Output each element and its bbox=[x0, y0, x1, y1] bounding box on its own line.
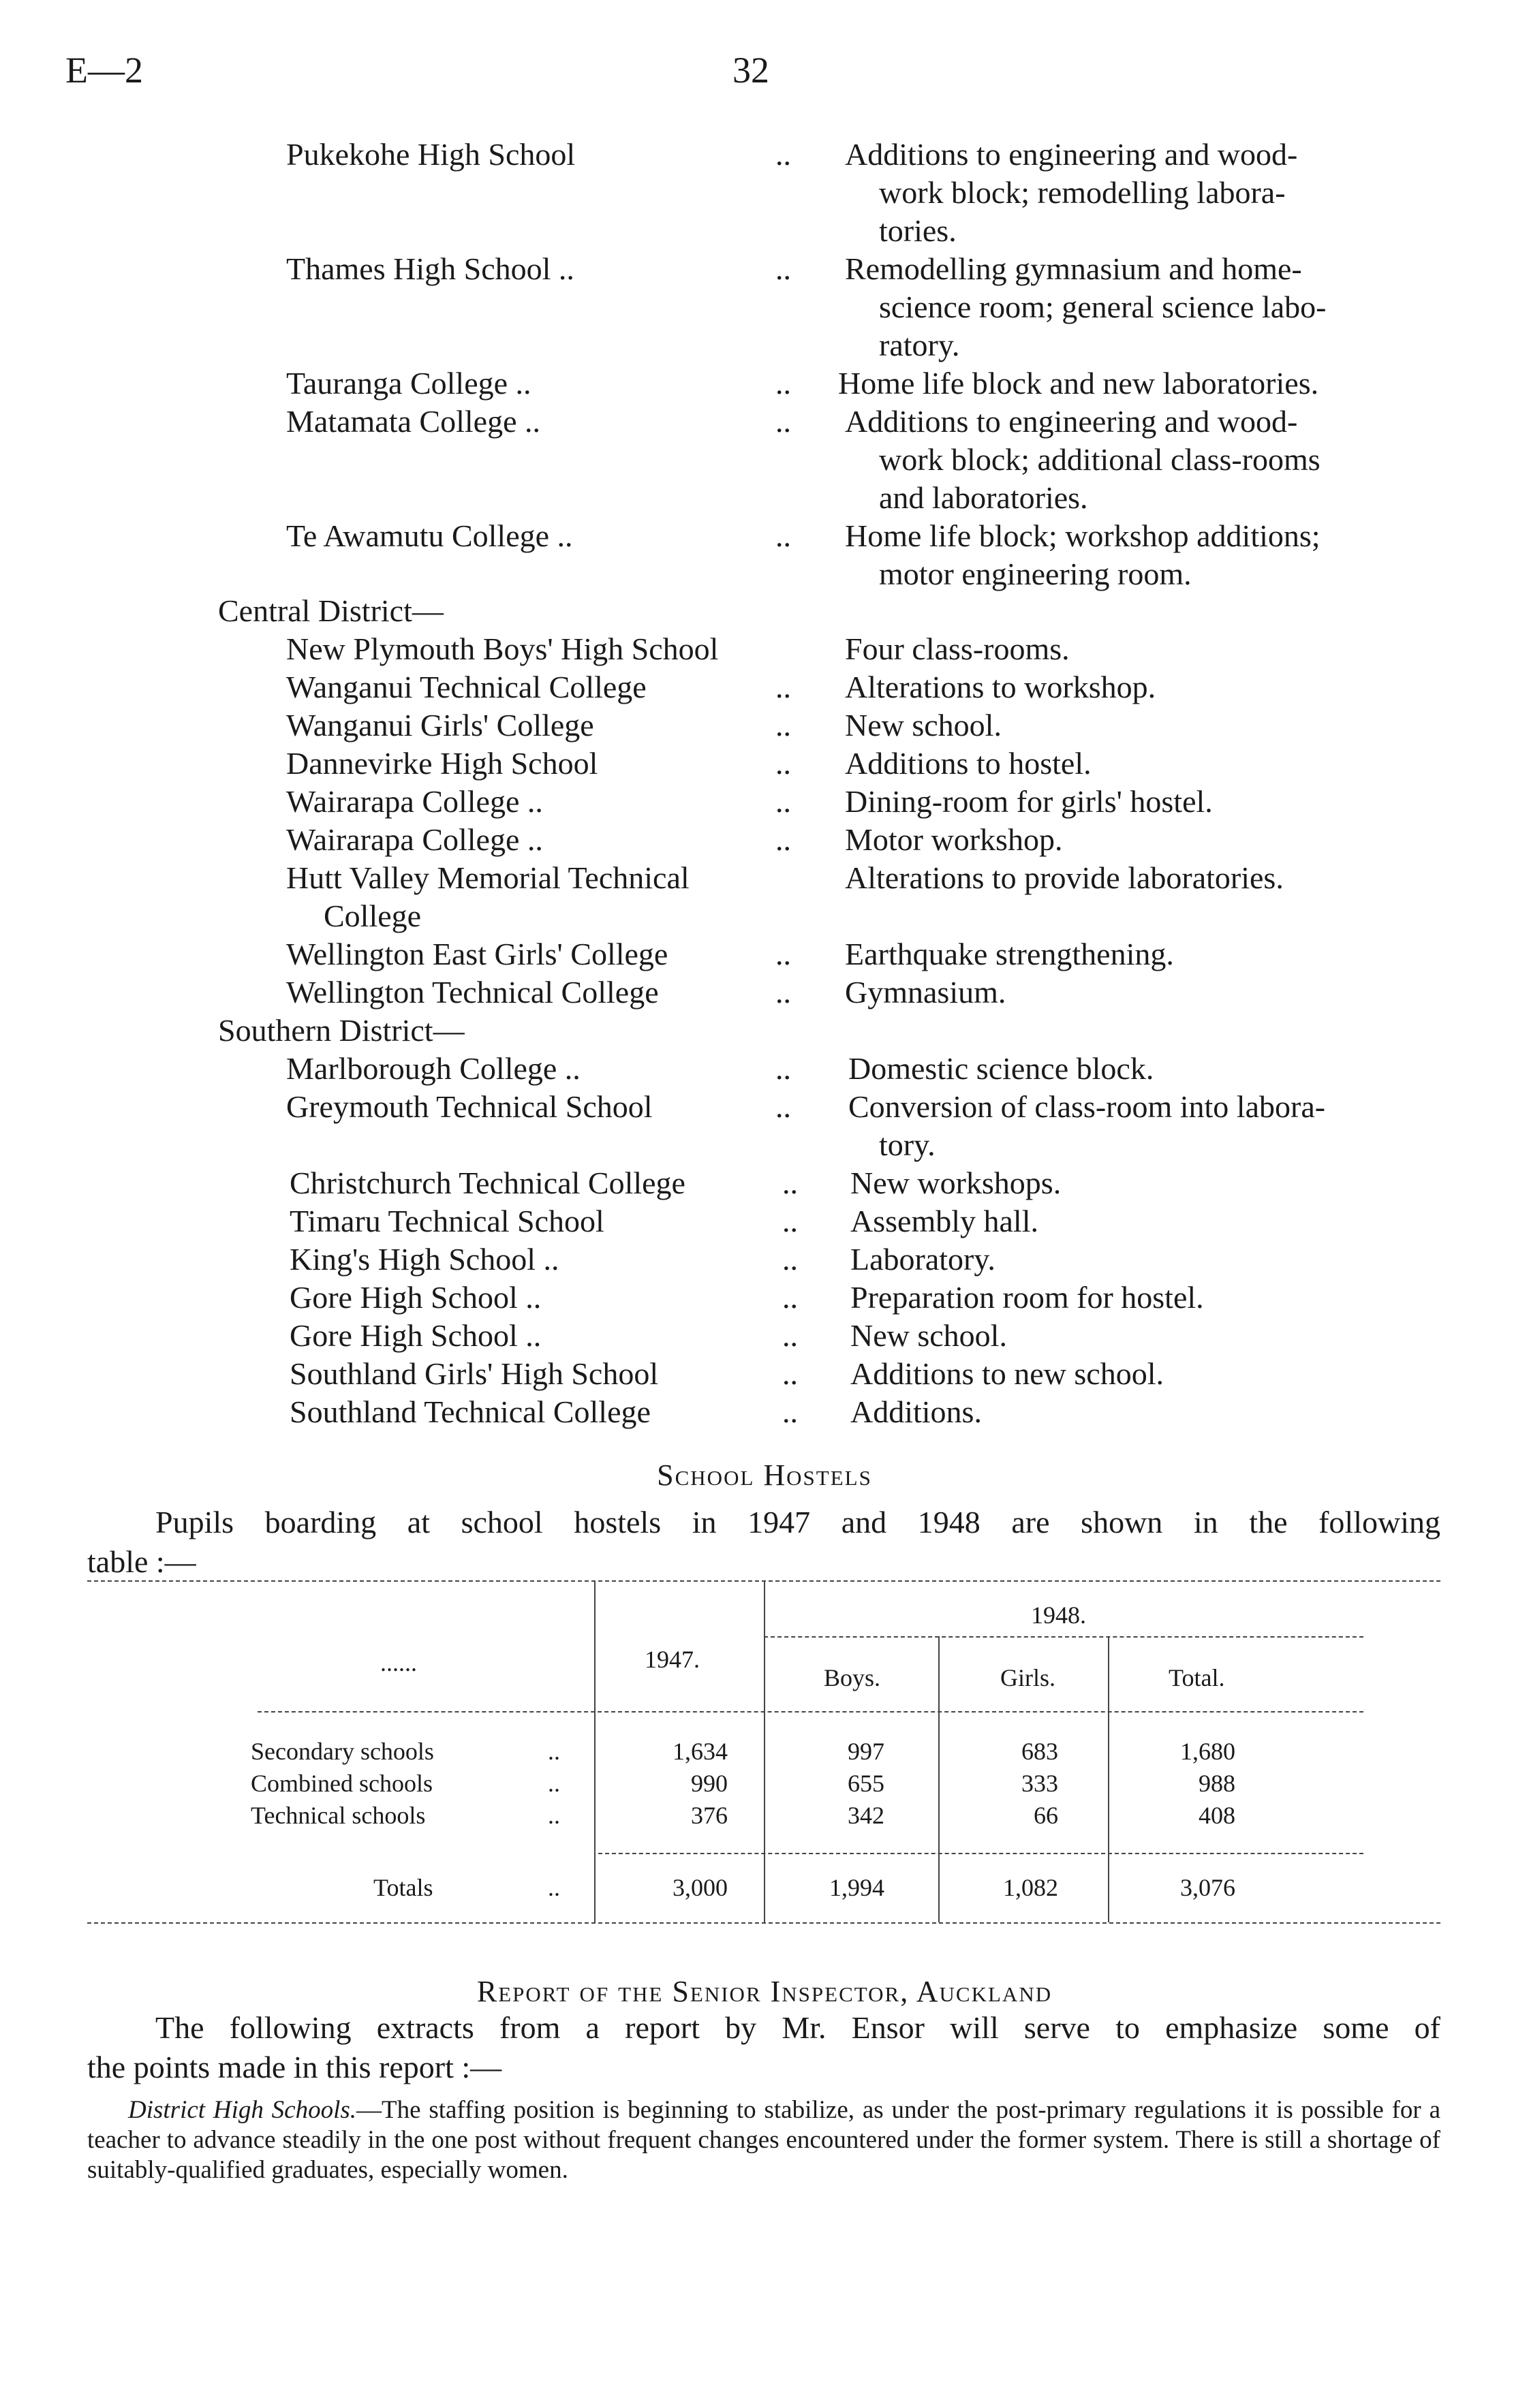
leader-dots: .. bbox=[782, 1394, 798, 1429]
description-line: Four class-rooms. bbox=[845, 631, 1070, 666]
school-name: Wairarapa College .. bbox=[286, 822, 543, 857]
cell-boys: 655 bbox=[848, 1770, 884, 1797]
leader-dots: .. bbox=[548, 1874, 560, 1901]
intro-line: Pupils boarding at school hostels in 1947 and 1948 are shown in the following bbox=[155, 1505, 1440, 1539]
row-label: Combined schools bbox=[251, 1770, 433, 1797]
description-line: New school. bbox=[845, 708, 1002, 742]
cell-girls: 683 bbox=[1021, 1738, 1058, 1765]
description-line: Additions to engineering and wood- bbox=[845, 137, 1298, 172]
school-name: Dannevirke High School bbox=[286, 746, 598, 781]
corner-dots: ...... bbox=[380, 1649, 417, 1676]
leader-dots: .. bbox=[775, 1089, 791, 1124]
hostels-table bbox=[87, 1580, 1440, 1935]
school-name: Thames High School .. bbox=[286, 251, 574, 286]
description-line: Assembly hall. bbox=[850, 1204, 1038, 1238]
description-line: New workshops. bbox=[850, 1166, 1062, 1200]
cell-boys: 997 bbox=[848, 1738, 884, 1765]
description-line: and laboratories. bbox=[879, 480, 1088, 515]
leader-dots: .. bbox=[775, 1051, 791, 1086]
extract-text: —The staffing position is beginning to stabilize, as under the post-primary regulations it is possible for a teacher to advance steadily in the one post without frequent changes encountered under the former system. There is still a shortage of suitably-qualified graduates, especially women. bbox=[87, 2096, 1440, 2184]
description-line: Remodelling gymnasium and home- bbox=[845, 251, 1302, 286]
hostels-intro bbox=[87, 1503, 1440, 1582]
report-intro bbox=[87, 2008, 1440, 2087]
section-heading: School Hostels bbox=[657, 1458, 872, 1492]
district-heading: Central District— bbox=[218, 593, 444, 628]
leader-dots: .. bbox=[548, 1738, 560, 1765]
column-header: 1947. bbox=[645, 1646, 700, 1673]
leader-dots: .. bbox=[775, 975, 791, 1010]
leader-dots: .. bbox=[775, 366, 791, 401]
row-label: Secondary schools bbox=[251, 1738, 434, 1765]
leader-dots: .. bbox=[775, 822, 791, 857]
leader-dots: .. bbox=[775, 937, 791, 971]
intro-line: table :— bbox=[87, 1544, 196, 1579]
intro-line: The following extracts from a report by Mr. Ensor will serve to emphasize some of bbox=[155, 2010, 1440, 2045]
description-line: Domestic science block. bbox=[848, 1051, 1154, 1086]
leader-dots: .. bbox=[548, 1802, 560, 1829]
extract-title: District High Schools. bbox=[128, 2096, 357, 2124]
column-header: Girls. bbox=[1000, 1664, 1055, 1691]
leader-dots: .. bbox=[548, 1770, 560, 1797]
description-line: Gymnasium. bbox=[845, 975, 1006, 1010]
description-line: Motor workshop. bbox=[845, 822, 1063, 857]
leader-dots: .. bbox=[782, 1280, 798, 1315]
leader-dots: .. bbox=[782, 1204, 798, 1238]
page-number: 32 bbox=[732, 50, 769, 91]
school-name: King's High School .. bbox=[290, 1242, 559, 1277]
school-name: Wellington Technical College bbox=[286, 975, 659, 1010]
section-heading: Report of the Senior Inspector, Auckland bbox=[476, 1975, 1053, 2008]
description-line: Home life block; workshop additions; bbox=[845, 518, 1320, 553]
cell-girls: 1,082 bbox=[1003, 1874, 1058, 1901]
description-line: ratory. bbox=[879, 328, 960, 362]
leader-dots: .. bbox=[775, 137, 791, 172]
description-line: work block; additional class-rooms bbox=[879, 442, 1320, 477]
leader-dots: .. bbox=[782, 1166, 798, 1200]
cell-1947: 1,634 bbox=[673, 1738, 728, 1765]
description-line: Alterations to workshop. bbox=[845, 670, 1156, 704]
cell-girls: 333 bbox=[1021, 1770, 1058, 1797]
school-name: Wanganui Girls' College bbox=[286, 708, 594, 742]
description-line: tories. bbox=[879, 213, 957, 248]
row-label: Totals bbox=[373, 1874, 433, 1901]
column-header: 1948. bbox=[1031, 1601, 1086, 1629]
leader-dots: .. bbox=[782, 1318, 798, 1353]
school-name: New Plymouth Boys' High School bbox=[286, 631, 719, 666]
school-name: Pukekohe High School bbox=[286, 137, 576, 172]
cell-total: 988 bbox=[1199, 1770, 1235, 1797]
cell-1947: 990 bbox=[691, 1770, 728, 1797]
district-heading: Southern District— bbox=[218, 1013, 465, 1048]
school-name: Greymouth Technical School bbox=[286, 1089, 653, 1124]
cell-girls: 66 bbox=[1034, 1802, 1058, 1829]
description-line: Additions to new school. bbox=[850, 1356, 1164, 1391]
leader-dots: .. bbox=[775, 251, 791, 286]
school-name: Wanganui Technical College bbox=[286, 670, 647, 704]
description-line: Additions. bbox=[850, 1394, 982, 1429]
description-line: New school. bbox=[850, 1318, 1007, 1353]
school-name: Wellington East Girls' College bbox=[286, 937, 668, 971]
description-line: Earthquake strengthening. bbox=[845, 937, 1174, 971]
description-line: motor engineering room. bbox=[879, 557, 1192, 591]
description-line: work block; remodelling labora- bbox=[879, 175, 1286, 210]
cell-1947: 376 bbox=[691, 1802, 728, 1829]
description-line: Additions to hostel. bbox=[845, 746, 1092, 781]
description-line: Alterations to provide laboratories. bbox=[845, 860, 1284, 895]
leader-dots: .. bbox=[775, 670, 791, 704]
row-label: Technical schools bbox=[251, 1802, 426, 1829]
school-name-continued: College bbox=[324, 898, 422, 933]
school-name: Christchurch Technical College bbox=[290, 1166, 685, 1200]
school-name: Wairarapa College .. bbox=[286, 784, 543, 819]
cell-boys: 1,994 bbox=[829, 1874, 884, 1901]
cell-1947: 3,000 bbox=[673, 1874, 728, 1901]
description-line: tory. bbox=[879, 1127, 936, 1162]
description-line: Conversion of class-room into labora- bbox=[848, 1089, 1326, 1124]
intro-line: the points made in this report :— bbox=[87, 2050, 502, 2084]
school-name: Southland Technical College bbox=[290, 1394, 651, 1429]
leader-dots: .. bbox=[775, 404, 791, 439]
school-name: Gore High School .. bbox=[290, 1318, 542, 1353]
header-section: E—2 bbox=[65, 50, 143, 91]
description-line: Additions to engineering and wood- bbox=[845, 404, 1298, 439]
leader-dots: .. bbox=[782, 1356, 798, 1391]
description-line: science room; general science labo- bbox=[879, 290, 1327, 324]
school-name: Southland Girls' High School bbox=[290, 1356, 659, 1391]
cell-boys: 342 bbox=[848, 1802, 884, 1829]
column-header: Total. bbox=[1169, 1664, 1225, 1691]
school-name: Te Awamutu College .. bbox=[286, 518, 573, 553]
leader-dots: .. bbox=[775, 746, 791, 781]
school-name: Timaru Technical School bbox=[290, 1204, 604, 1238]
school-name: Marlborough College .. bbox=[286, 1051, 581, 1086]
description-line: Home life block and new laboratories. bbox=[838, 366, 1319, 401]
column-header: Boys. bbox=[824, 1664, 881, 1691]
school-name: Tauranga College .. bbox=[286, 366, 531, 401]
cell-total: 1,680 bbox=[1180, 1738, 1235, 1765]
leader-dots: .. bbox=[775, 708, 791, 742]
description-line: Dining-room for girls' hostel. bbox=[845, 784, 1213, 819]
report-extract bbox=[87, 2095, 1440, 2185]
cell-total: 3,076 bbox=[1180, 1874, 1235, 1901]
cell-total: 408 bbox=[1199, 1802, 1235, 1829]
leader-dots: .. bbox=[775, 518, 791, 553]
school-name: Matamata College .. bbox=[286, 404, 540, 439]
leader-dots: .. bbox=[775, 784, 791, 819]
school-name: Hutt Valley Memorial Technical bbox=[286, 860, 690, 895]
leader-dots: .. bbox=[782, 1242, 798, 1277]
school-name: Gore High School .. bbox=[290, 1280, 542, 1315]
description-line: Preparation room for hostel. bbox=[850, 1280, 1204, 1315]
description-line: Laboratory. bbox=[850, 1242, 995, 1277]
